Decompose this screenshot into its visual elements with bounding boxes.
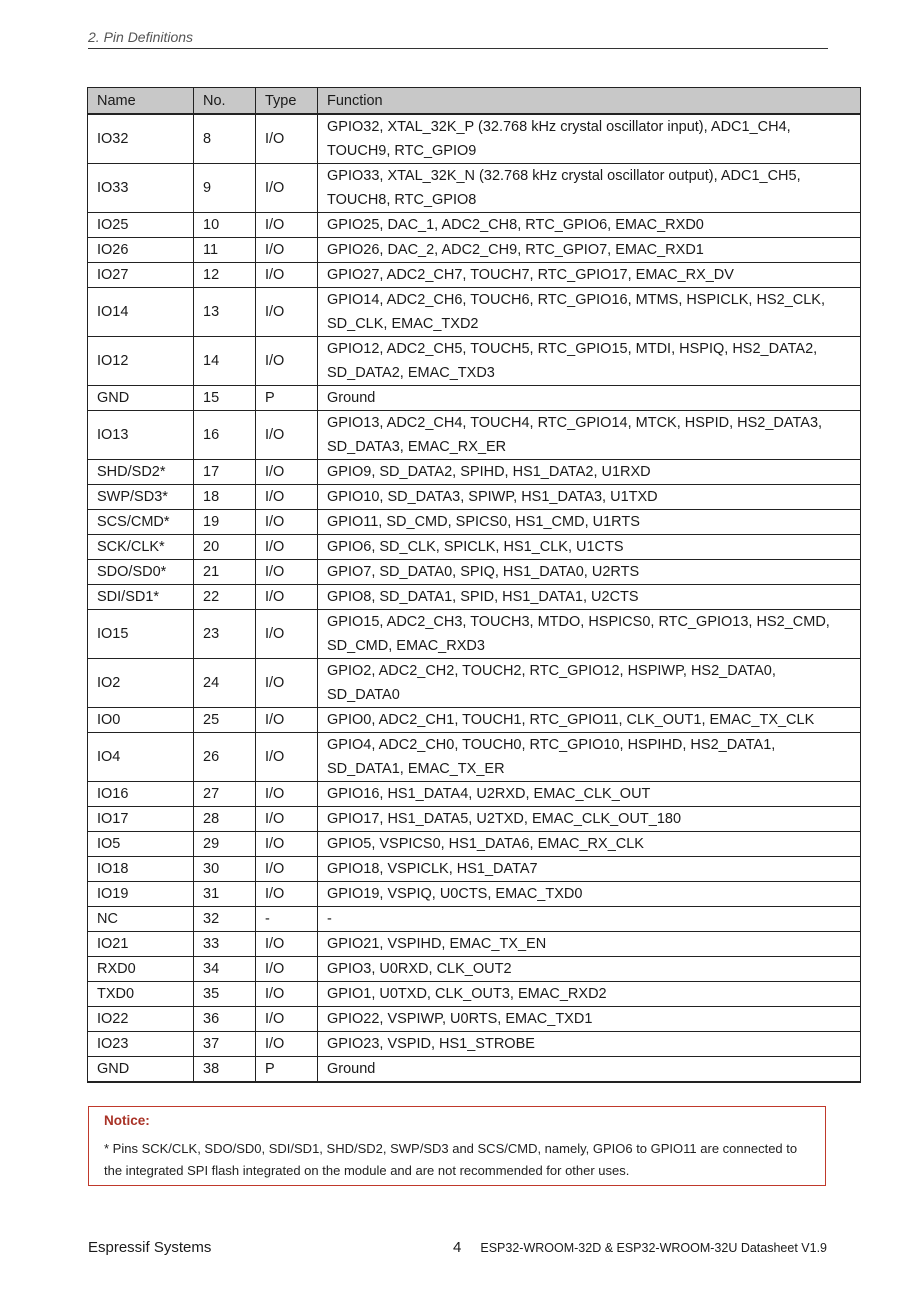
pin-name-cell: IO19 [88,882,194,907]
pin-type-cell: I/O [256,610,318,659]
pin-type-cell: - [256,907,318,932]
pin-name-cell: IO5 [88,832,194,857]
table-row [88,288,861,337]
pin-name-cell: IO18 [88,857,194,882]
column-header-no: No. [194,88,256,115]
table-row [88,807,861,832]
table-row [88,560,861,585]
pin-type-cell: P [256,1057,318,1083]
pin-name-cell: RXD0 [88,957,194,982]
table-row [88,907,861,932]
pin-name-cell: IO22 [88,1007,194,1032]
pin-name-cell: TXD0 [88,982,194,1007]
pin-name-cell: IO17 [88,807,194,832]
pin-number-cell: 22 [194,585,256,610]
pin-number-cell: 23 [194,610,256,659]
pin-type-cell: P [256,386,318,411]
pin-type-cell: I/O [256,164,318,213]
pin-name-cell: GND [88,386,194,411]
pin-number-cell: 17 [194,460,256,485]
pin-function-cell: Ground [318,386,861,411]
column-header-type: Type [256,88,318,115]
pin-function-cell: GPIO1, U0TXD, CLK_OUT3, EMAC_RXD2 [318,982,861,1007]
pin-name-cell: IO26 [88,238,194,263]
pin-name-cell: IO33 [88,164,194,213]
pin-rows [88,114,861,1082]
column-header-name: Name [88,88,194,115]
pin-number-cell: 26 [194,733,256,782]
pin-number-cell: 37 [194,1032,256,1057]
running-header: 2. Pin Definitions [88,28,828,49]
pin-number-cell: 38 [194,1057,256,1083]
pin-name-cell: SHD/SD2* [88,460,194,485]
pin-name-cell: SCS/CMD* [88,510,194,535]
pin-name-cell: IO2 [88,659,194,708]
pin-function-cell: - [318,907,861,932]
footer-page-number: 4 [453,1239,462,1256]
pin-type-cell: I/O [256,337,318,386]
pin-name-cell: IO15 [88,610,194,659]
pin-number-cell: 19 [194,510,256,535]
table-row [88,832,861,857]
table-row [88,733,861,782]
notice-text: * Pins SCK/CLK, SDO/SD0, SDI/SD1, SHD/SD2, SWP/SD3 and SCS/CMD, namely, GPIO6 to GPIO11 are connected to the integrated SPI flash integrated on the module and are not recommended for other uses. [104,1141,798,1178]
pin-function-cell: GPIO10, SD_DATA3, SPIWP, HS1_DATA3, U1TXD [318,485,861,510]
pin-function-cell: GPIO6, SD_CLK, SPICLK, HS1_CLK, U1CTS [318,535,861,560]
pin-name-cell: SWP/SD3* [88,485,194,510]
pin-number-cell: 12 [194,263,256,288]
table-row [88,535,861,560]
table-row [88,1007,861,1032]
pin-function-cell: GPIO25, DAC_1, ADC2_CH8, RTC_GPIO6, EMAC_RXD0 [318,213,861,238]
pin-name-cell: GND [88,1057,194,1083]
pin-type-cell: I/O [256,114,318,164]
pin-type-cell: I/O [256,782,318,807]
table-header-row [88,88,861,115]
pin-function-cell: GPIO8, SD_DATA1, SPID, HS1_DATA1, U2CTS [318,585,861,610]
pin-function-cell: GPIO3, U0RXD, CLK_OUT2 [318,957,861,982]
pin-type-cell: I/O [256,460,318,485]
pin-definitions-table [87,87,861,1083]
table-row [88,485,861,510]
pin-number-cell: 27 [194,782,256,807]
pin-number-cell: 29 [194,832,256,857]
pin-function-cell: GPIO2, ADC2_CH2, TOUCH2, RTC_GPIO12, HSPIWP, HS2_DATA0, SD_DATA0 [318,659,861,708]
pin-number-cell: 36 [194,1007,256,1032]
pin-type-cell: I/O [256,807,318,832]
pin-function-cell: GPIO21, VSPIHD, EMAC_TX_EN [318,932,861,957]
pin-function-cell: GPIO22, VSPIWP, U0RTS, EMAC_TXD1 [318,1007,861,1032]
table-row [88,1057,861,1083]
pin-name-cell: IO21 [88,932,194,957]
table-row [88,238,861,263]
table-row [88,510,861,535]
notice-title: Notice: [104,1113,150,1128]
table-row [88,460,861,485]
table-row [88,411,861,460]
pin-number-cell: 24 [194,659,256,708]
pin-number-cell: 10 [194,213,256,238]
pin-number-cell: 25 [194,708,256,733]
pin-function-cell: GPIO17, HS1_DATA5, U2TXD, EMAC_CLK_OUT_180 [318,807,861,832]
pin-type-cell: I/O [256,982,318,1007]
pin-type-cell: I/O [256,585,318,610]
pin-number-cell: 18 [194,485,256,510]
pin-name-cell: IO27 [88,263,194,288]
pin-number-cell: 13 [194,288,256,337]
pin-number-cell: 33 [194,932,256,957]
pin-number-cell: 32 [194,907,256,932]
pin-number-cell: 16 [194,411,256,460]
pin-function-cell: GPIO9, SD_DATA2, SPIHD, HS1_DATA2, U1RXD [318,460,861,485]
table-row [88,114,861,164]
footer-document-title: ESP32-WROOM-32D & ESP32-WROOM-32U Datasheet V1.9 [480,1241,827,1255]
pin-name-cell: SDI/SD1* [88,585,194,610]
pin-function-cell: GPIO26, DAC_2, ADC2_CH9, RTC_GPIO7, EMAC_RXD1 [318,238,861,263]
table-row [88,337,861,386]
pin-type-cell: I/O [256,857,318,882]
pin-function-cell: GPIO19, VSPIQ, U0CTS, EMAC_TXD0 [318,882,861,907]
table-row [88,857,861,882]
pin-name-cell: IO23 [88,1032,194,1057]
pin-name-cell: IO14 [88,288,194,337]
pin-number-cell: 30 [194,857,256,882]
table-row [88,659,861,708]
table-row [88,263,861,288]
pin-function-cell: Ground [318,1057,861,1083]
pin-type-cell: I/O [256,213,318,238]
pin-number-cell: 34 [194,957,256,982]
pin-type-cell: I/O [256,832,318,857]
pin-function-cell: GPIO16, HS1_DATA4, U2RXD, EMAC_CLK_OUT [318,782,861,807]
pin-function-cell: GPIO11, SD_CMD, SPICS0, HS1_CMD, U1RTS [318,510,861,535]
pin-name-cell: IO4 [88,733,194,782]
pin-type-cell: I/O [256,1007,318,1032]
pin-type-cell: I/O [256,1032,318,1057]
table-row [88,957,861,982]
pin-function-cell: GPIO12, ADC2_CH5, TOUCH5, RTC_GPIO15, MTDI, HSPIQ, HS2_DATA2, SD_DATA2, EMAC_TXD3 [318,337,861,386]
pin-number-cell: 20 [194,535,256,560]
table-row [88,610,861,659]
column-header-function: Function [318,88,861,115]
pin-number-cell: 28 [194,807,256,832]
pin-function-cell: GPIO4, ADC2_CH0, TOUCH0, RTC_GPIO10, HSPIHD, HS2_DATA1, SD_DATA1, EMAC_TX_ER [318,733,861,782]
pin-type-cell: I/O [256,510,318,535]
table-row [88,882,861,907]
pin-name-cell: SDO/SD0* [88,560,194,585]
table-row [88,386,861,411]
table-row [88,1032,861,1057]
pin-name-cell: IO12 [88,337,194,386]
pin-function-cell: GPIO5, VSPICS0, HS1_DATA6, EMAC_RX_CLK [318,832,861,857]
pin-number-cell: 8 [194,114,256,164]
footer-company: Espressif Systems [88,1239,212,1256]
table-row [88,708,861,733]
table-row [88,213,861,238]
table-row [88,585,861,610]
pin-function-cell: GPIO33, XTAL_32K_N (32.768 kHz crystal oscillator output), ADC1_CH5, TOUCH8, RTC_GPIO8 [318,164,861,213]
table-row [88,782,861,807]
pin-number-cell: 9 [194,164,256,213]
pin-function-cell: GPIO13, ADC2_CH4, TOUCH4, RTC_GPIO14, MTCK, HSPID, HS2_DATA3, SD_DATA3, EMAC_RX_ER [318,411,861,460]
table-row [88,932,861,957]
pin-name-cell: IO25 [88,213,194,238]
table-row [88,164,861,213]
pin-name-cell: IO0 [88,708,194,733]
pin-name-cell: IO16 [88,782,194,807]
pin-type-cell: I/O [256,708,318,733]
pin-function-cell: GPIO23, VSPID, HS1_STROBE [318,1032,861,1057]
pin-type-cell: I/O [256,659,318,708]
pin-type-cell: I/O [256,263,318,288]
pin-type-cell: I/O [256,733,318,782]
pin-number-cell: 21 [194,560,256,585]
pin-type-cell: I/O [256,485,318,510]
pin-type-cell: I/O [256,882,318,907]
pin-function-cell: GPIO18, VSPICLK, HS1_DATA7 [318,857,861,882]
notice-box [88,1106,826,1186]
pin-type-cell: I/O [256,238,318,263]
pin-number-cell: 11 [194,238,256,263]
pin-number-cell: 35 [194,982,256,1007]
pin-type-cell: I/O [256,535,318,560]
pin-name-cell: IO13 [88,411,194,460]
pin-function-cell: GPIO14, ADC2_CH6, TOUCH6, RTC_GPIO16, MTMS, HSPICLK, HS2_CLK, SD_CLK, EMAC_TXD2 [318,288,861,337]
pin-type-cell: I/O [256,957,318,982]
pin-name-cell: SCK/CLK* [88,535,194,560]
pin-function-cell: GPIO15, ADC2_CH3, TOUCH3, MTDO, HSPICS0, RTC_GPIO13, HS2_CMD, SD_CMD, EMAC_RXD3 [318,610,861,659]
pin-type-cell: I/O [256,411,318,460]
pin-number-cell: 31 [194,882,256,907]
table-row [88,982,861,1007]
pin-function-cell: GPIO32, XTAL_32K_P (32.768 kHz crystal oscillator input), ADC1_CH4, TOUCH9, RTC_GPIO9 [318,114,861,164]
pin-name-cell: IO32 [88,114,194,164]
pin-function-cell: GPIO27, ADC2_CH7, TOUCH7, RTC_GPIO17, EMAC_RX_DV [318,263,861,288]
pin-function-cell: GPIO7, SD_DATA0, SPIQ, HS1_DATA0, U2RTS [318,560,861,585]
pin-function-cell: GPIO0, ADC2_CH1, TOUCH1, RTC_GPIO11, CLK_OUT1, EMAC_TX_CLK [318,708,861,733]
pin-number-cell: 14 [194,337,256,386]
pin-type-cell: I/O [256,560,318,585]
pin-number-cell: 15 [194,386,256,411]
pin-type-cell: I/O [256,932,318,957]
pin-type-cell: I/O [256,288,318,337]
pin-name-cell: NC [88,907,194,932]
